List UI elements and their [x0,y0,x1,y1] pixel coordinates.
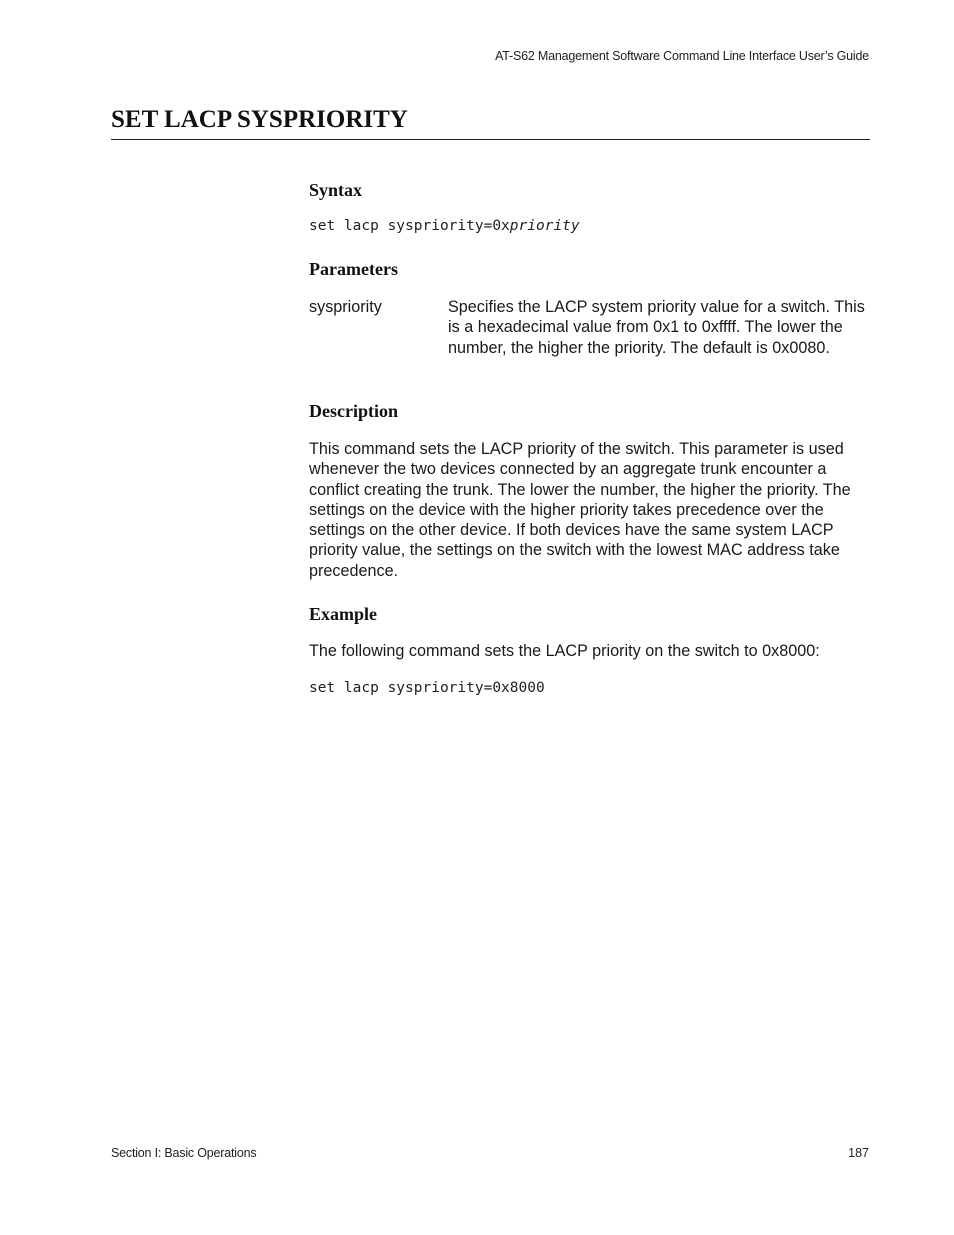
footer-page-number: 187 [848,1146,869,1160]
footer-section: Section I: Basic Operations [111,1146,257,1160]
syntax-heading: Syntax [309,180,363,200]
description-heading: Description [309,401,398,421]
example-heading: Example [309,604,378,624]
title-divider [111,139,870,140]
example-text: The following command sets the LACP priority on the switch to 0x8000: [309,642,820,660]
syntax-command-variable: priority [509,218,580,234]
syntax-command-prefix: set lacp syspriority=0x [309,218,510,234]
parameter-description: Specifies the LACP system priority value for a switch. This is a hexadecimal value from 0x1 to 0xffff. The lower the number, the higher the priority. The default is 0x0080. [448,298,865,357]
page-title: SET LACP SYSPRIORITY [111,106,408,133]
description-text: This command sets the LACP priority of the switch. This parameter is used whenever the two devices connected by an aggregate trunk encounter a conflict creating the trunk. The lower the number, the higher the priority. The settings on the device with the higher priority takes precedence over the settings on the other device. If both devices have the same system LACP priority value, the settings on the switch with the lowest MAC address take precedence. [309,440,851,580]
parameters-heading: Parameters [309,259,398,279]
running-header: AT-S62 Management Software Command Line Interface User’s Guide [495,49,869,63]
syntax-command [309,218,580,234]
parameter-name: syspriority [309,298,382,316]
example-command: set lacp syspriority=0x8000 [309,680,545,696]
